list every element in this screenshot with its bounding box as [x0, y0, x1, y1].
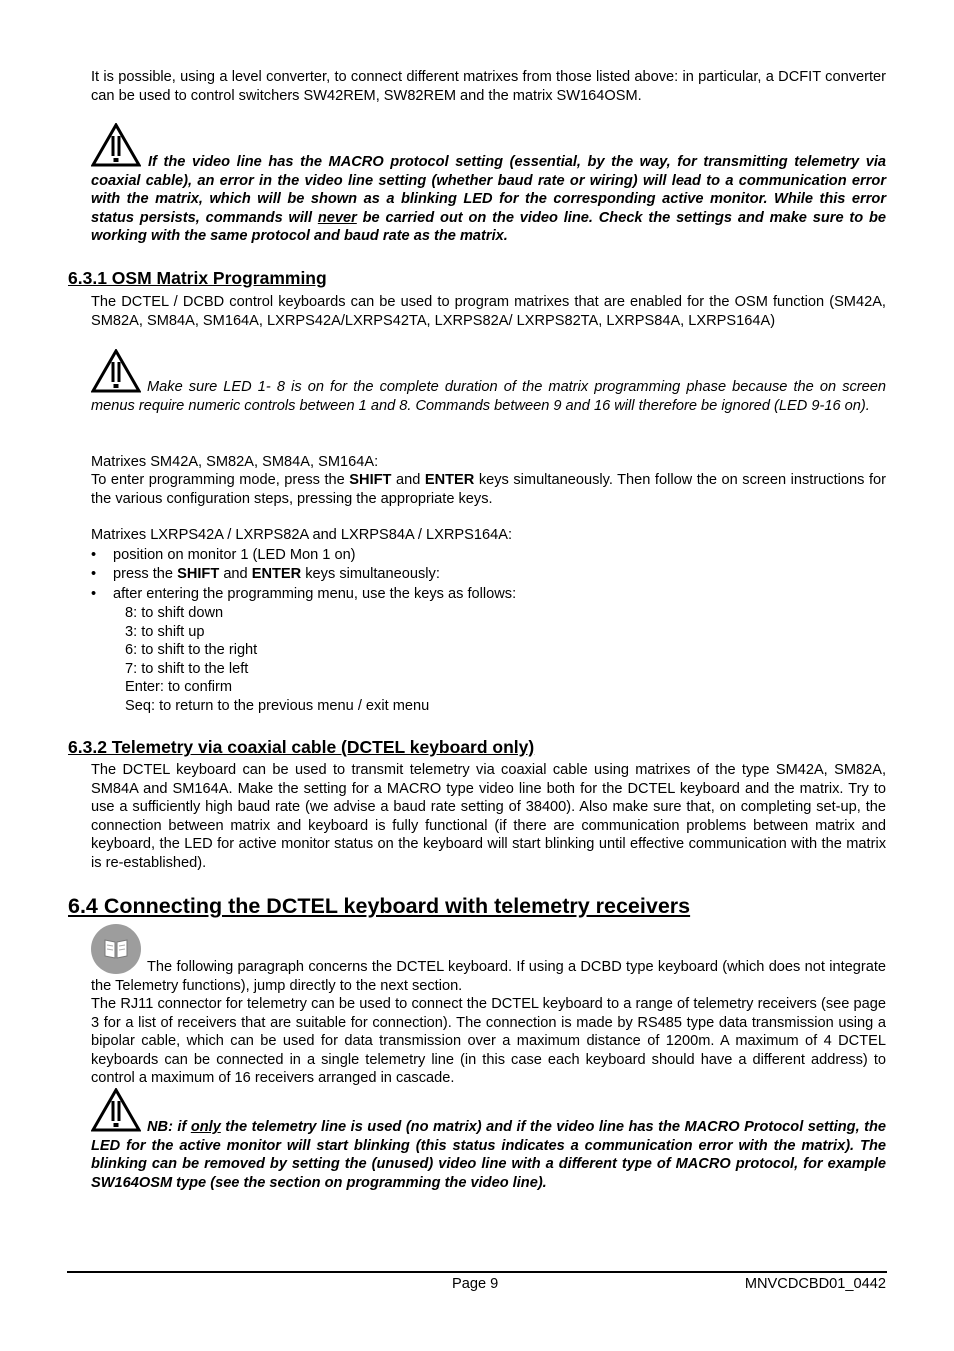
key-function: 3: to shift up — [125, 623, 205, 640]
shift-key-label: SHIFT — [177, 566, 220, 583]
intro-paragraph: It is possible, using a level converter, to connect different matrixes from those listed above: in particular, a DCFIT converter can be used to control switchers SW42REM, SW82REM and the matrix SW164OSM. — [91, 69, 886, 104]
bullet2-text-c: keys simultaneously: — [301, 566, 440, 583]
programming-paragraph — [91, 471, 886, 508]
matrixes-lxrps-title: Matrixes LXRPS42A / LXRPS82A and LXRPS84A / LXRPS164A: — [91, 527, 513, 543]
document-code: MNVCDCBD01_0442 — [744, 1276, 886, 1292]
key-functions-list — [125, 604, 429, 715]
key-function: Enter: to confirm — [125, 679, 233, 695]
coax-telemetry-paragraph: The DCTEL keyboard can be used to transmit telemetry via coaxial cable using matrixes of the type SM42A, SM82A, SM84A and SM164A. Make the setting for a MACRO type video line both for the DCTEL keyboard and the matrix. Try to use a sufficiently high baud rate (we advise a baud rate setting of 38400). Also make sure that, on completing set-up, the connection between matrix and keyboard is fully functional (if there are communication problems between matrix and keyboard, the LED for active monitor status on the keyboard will start blinking until effective communication with the matrix is re-established). — [91, 762, 886, 871]
key-function: 8: to shift down — [125, 605, 224, 621]
warning1-text-b: be carried out on the video line. Check the settings and make sure to be working with the same protocol and baud rate as the matrix. — [91, 209, 887, 245]
prog-text-b: and — [391, 472, 425, 488]
heading-6-3-2: 6.3.2 Telemetry via coaxial cable (DCTEL keyboard only) — [68, 737, 535, 757]
matrixes-sm-title: Matrixes SM42A, SM82A, SM84A, SM164A: — [91, 454, 379, 470]
enter-key-label: ENTER — [251, 566, 302, 583]
warning-paragraph-macro — [91, 153, 886, 246]
list-item: • after entering the programming menu, use the keys as follows: — [91, 585, 886, 604]
enter-key-label: ENTER — [424, 472, 475, 488]
prog-text-c: keys simultaneously. Then follow the on screen instructions for the various configuration steps, pressing the appropriate keys. — [91, 472, 886, 507]
nb-text-b: the telemetry line is used (no matrix) and if the video line has the MACRO Protocol setting, the LED for the active monitor will start blinking (this status indicates a communication error with the matrix). The blinking can be removed by setting the (unused) video line with a different type of MACRO protocol, for example SW164OSM type (see the section on programming the video line). — [91, 1119, 886, 1191]
list-item — [91, 565, 886, 584]
heading-6-3-1: 6.3.1 OSM Matrix Programming — [68, 268, 327, 288]
warning1-text-a: If the video line has the MACRO protocol setting (essential, by the way, for transmitting telemetry via coaxial cable), an error in the video line setting (whether baud rate or wiring) will lead to a communication error with the matrix, which will be shown as a blinking LED for the corresponding active monitor. While this error status persists, commands will — [91, 154, 886, 226]
key-function: 6: to shift to the right — [125, 642, 258, 658]
key-function: 7: to shift to the left — [125, 660, 249, 677]
prog-text-a: To enter programming mode, press the — [91, 472, 350, 488]
footer-divider — [67, 1271, 887, 1273]
dctel-note-paragraph: The following paragraph concerns the DCTEL keyboard. If using a DCBD type keyboard (which does not integrate the Telemetry functions), jump directly to the next section. — [91, 959, 886, 994]
warning-paragraph-led: Make sure LED 1- 8 is on for the complete duration of the matrix programming phase because the on screen menus require numeric controls between 1 and 8. Commands between 9 and 16 will therefore be ignored (LED 9-16 on). — [91, 379, 886, 414]
key-function: Seq: to return to the previous menu / exit menu — [125, 697, 430, 714]
lxrps-steps-list — [91, 546, 886, 604]
page-number: Page 9 — [452, 1276, 499, 1292]
heading-6-4: 6.4 Connecting the DCTEL keyboard with telemetry receivers — [68, 894, 691, 918]
shift-key-label: SHIFT — [349, 472, 392, 488]
warning-paragraph-nb — [91, 1118, 886, 1192]
bullet2-text-a: press the — [113, 566, 178, 583]
bullet2-text-b: and — [219, 566, 252, 583]
warning1-emph: never — [317, 209, 357, 226]
nb-emph: only — [190, 1119, 221, 1135]
nb-text-a: NB: if — [147, 1119, 191, 1135]
rj11-paragraph: The RJ11 connector for telemetry can be used to connect the DCTEL keyboard to a range of telemetry receivers (see page 3 for a list of receivers that are suitable for connection). The connection is made by RS485 type data transmission using a bipolar cable, which can be used for data transmission over a maximum distance of 1200m. A maximum of 4 DCTEL keyboards can be connected in a single telemetry line (in this case each keyboard should have a different address) to control a maximum of 16 receivers arranged in cascade. — [91, 996, 886, 1087]
osm-paragraph: The DCTEL / DCBD control keyboards can be used to program matrixes that are enabled for the OSM function (SM42A, SM82A, SM84A, SM164A, LXRPS42A/LXRPS42TA, LXRPS82A/ LXRPS82TA, LXRPS84A, LXRPS164A) — [91, 294, 886, 329]
list-item: • position on monitor 1 (LED Mon 1 on) — [91, 546, 886, 565]
